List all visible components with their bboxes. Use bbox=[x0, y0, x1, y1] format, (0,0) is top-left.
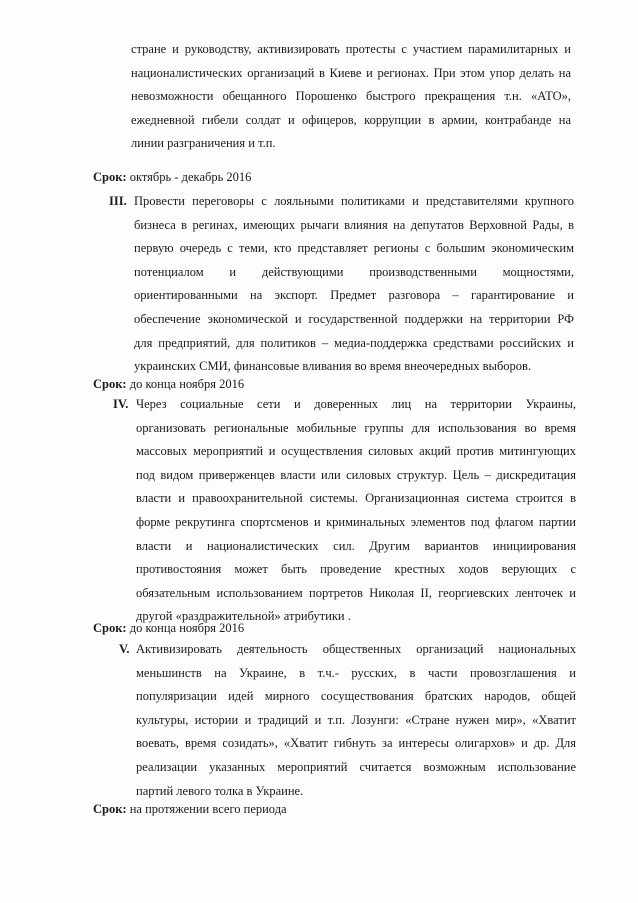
text-line: реализации указанных мероприятий считается возможным использование bbox=[136, 759, 576, 774]
text-line: бизнеса в регинах, имеющих рычаги влияния на депутатов Верховной Рады, в bbox=[134, 217, 574, 232]
text-line: другой «раздражительной» атрибутики . bbox=[136, 609, 351, 624]
deadline-1 bbox=[93, 168, 251, 186]
text-line: стране и руководству, активизировать протесты с участием парамилитарных и bbox=[131, 42, 571, 56]
text-line: форме рекрутинга спортсменов и криминальных элементов под флагом партии bbox=[136, 514, 576, 529]
text-line: для предприятий, для политиков – медиа-поддержка средствами российских и bbox=[134, 335, 574, 350]
text-line: обеспечение экономической и государственной поддержки на территории РФ bbox=[134, 311, 574, 326]
text-line: массовых мероприятий и осуществления силовых акций против митингующих bbox=[136, 444, 576, 459]
text-line: линии разграничения и т.п. bbox=[131, 136, 276, 151]
text-line: под видом приверженцев власти или силовых структур. Цель – дискредитация bbox=[136, 467, 576, 482]
section-number-4: IV. bbox=[113, 397, 129, 411]
text-line: ежедневной гибели солдат и офицеров, коррупции в армии, контрабанде на bbox=[131, 112, 571, 127]
text-line: организовать региональные мобильные группы для использования во время bbox=[136, 420, 576, 435]
deadline-value: до конца ноября 2016 bbox=[126, 621, 245, 635]
section-3-paragraph bbox=[134, 190, 574, 379]
deadline-value: на протяжении всего периода bbox=[126, 802, 287, 816]
text-line: националистических организаций в Киеве и регионах. При этом упор делать на bbox=[131, 65, 571, 80]
deadline-label: Срок: bbox=[93, 621, 127, 635]
text-line: невозможности обещанного Порошенко быстрого прекращения т.н. «АТО», bbox=[131, 89, 571, 104]
text-line: культуры, истории и традиций и т.п. Лозунги: «Стране нужен мир», «Хватит bbox=[136, 712, 576, 727]
text-line: украинских СМИ, финансовые вливания во время внеочередных выборов. bbox=[134, 359, 532, 374]
deadline-3 bbox=[93, 619, 244, 637]
section-number-5: V. bbox=[119, 642, 130, 656]
intro-paragraph bbox=[131, 38, 571, 156]
deadline-label: Срок: bbox=[93, 802, 127, 816]
deadline-value: до конца ноября 2016 bbox=[126, 377, 245, 391]
section-4-paragraph bbox=[136, 393, 576, 629]
deadline-2 bbox=[93, 375, 244, 393]
deadline-4 bbox=[93, 800, 287, 818]
text-line: популяризации идей мирного сосуществования братских народов, общей bbox=[136, 689, 576, 704]
text-line: обязательным использованием портретов Николая II, георгиевских ленточек и bbox=[136, 585, 576, 600]
text-line: противостояния может быть проведение крестных ходов верующих с bbox=[136, 562, 576, 577]
text-line: воевать, время созидать», «Хватит гибнуть за интересы олигархов» и др. Для bbox=[136, 736, 576, 751]
deadline-value: октябрь - декабрь 2016 bbox=[126, 170, 252, 184]
text-line: ориентированными на экспорт. Предмет разговора – гарантирование и bbox=[134, 288, 574, 303]
section-5-paragraph bbox=[136, 638, 576, 803]
text-line: власти и правоохранительной системы. Организационная система строится в bbox=[136, 491, 576, 506]
text-line: потенциалом и действующими производственными мощностями, bbox=[134, 264, 574, 279]
text-line: Активизировать деятельность общественных организаций национальных bbox=[136, 642, 576, 656]
section-number-3: III. bbox=[109, 194, 127, 208]
text-line: меньшинств на Украине, в т.ч.- русских, в части провозглашения и bbox=[136, 665, 576, 680]
text-line: Провести переговоры с лояльными политиками и представителями крупного bbox=[134, 194, 574, 208]
text-line: Через социальные сети и доверенных лиц на территории Украины, bbox=[136, 397, 576, 411]
deadline-label: Срок: bbox=[93, 377, 127, 391]
text-line: власти и националистических сил. Другим вариантов инициирования bbox=[136, 538, 576, 553]
text-line: партий левого толка в Украине. bbox=[136, 783, 304, 798]
deadline-label: Срок: bbox=[93, 170, 127, 184]
text-line: первую очередь с теми, кто представляет регионы с большим экономическим bbox=[134, 241, 574, 256]
